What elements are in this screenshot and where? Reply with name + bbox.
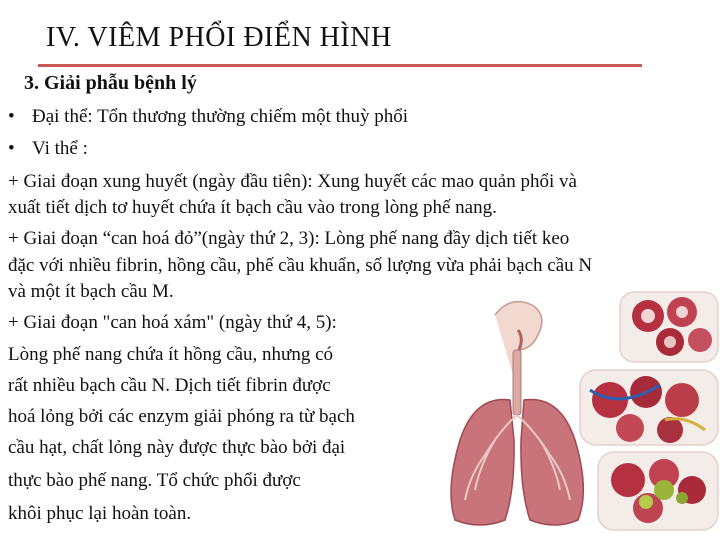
bullet-line [8,137,88,161]
text-line: + Giai đoạn xung huyết (ngày đầu tiên): Xung huyết các mao quản phổi và [8,171,577,192]
title-divider [38,64,642,67]
bullet-text: Đại thể: Tổn thương thường chiếm một thuỳ phổi [32,106,408,127]
bullet-text: Vi thể : [32,138,88,159]
text-line: + Giai đoạn “can hoá đỏ”(ngày thứ 2, 3): Lòng phế nang đầy dịch tiết keo [8,228,570,249]
text-line: đặc với nhiều fibrin, hồng cầu, phế cầu khuẩn, số lượng vừa phải bạch cầu N [8,255,593,276]
slide-title: IV. VIÊM PHỔI ĐIỂN HÌNH [46,22,392,53]
head-airway-drawing [495,302,542,415]
lung-illustration [420,290,720,535]
bullet-dot: • [8,138,15,159]
text-line: và một ít bạch cầu M. [8,281,174,302]
text-line: hoá lỏng bởi các enzym giải phóng ra từ bạch [8,406,355,427]
text-line: Lòng phế nang chứa ít hồng cầu, nhưng có [8,344,334,365]
text-line: + Giai đoạn "can hoá xám" (ngày thứ 4, 5): [8,312,337,333]
alveoli-panel-gray-hepatization [598,452,718,530]
alveoli-panel-red-hepatization [580,370,718,445]
text-line: cầu hạt, chất lỏng này được thực bào bởi đại [8,437,346,458]
bullet-line [8,105,408,129]
text-line: thực bào phế nang. Tổ chức phổi được [8,470,301,491]
text-line: khôi phục lại hoàn toàn. [8,503,192,524]
bullet-dot: • [8,106,15,127]
text-line: xuất tiết dịch tơ huyết chứa ít bạch cầu vào trong lòng phế nang. [8,197,497,218]
section-heading: 3. Giải phẫu bệnh lý [24,72,197,94]
text-line: rất nhiều bạch cầu N. Dịch tiết fibrin được [8,375,331,396]
alveoli-panel-congestion [620,292,718,362]
